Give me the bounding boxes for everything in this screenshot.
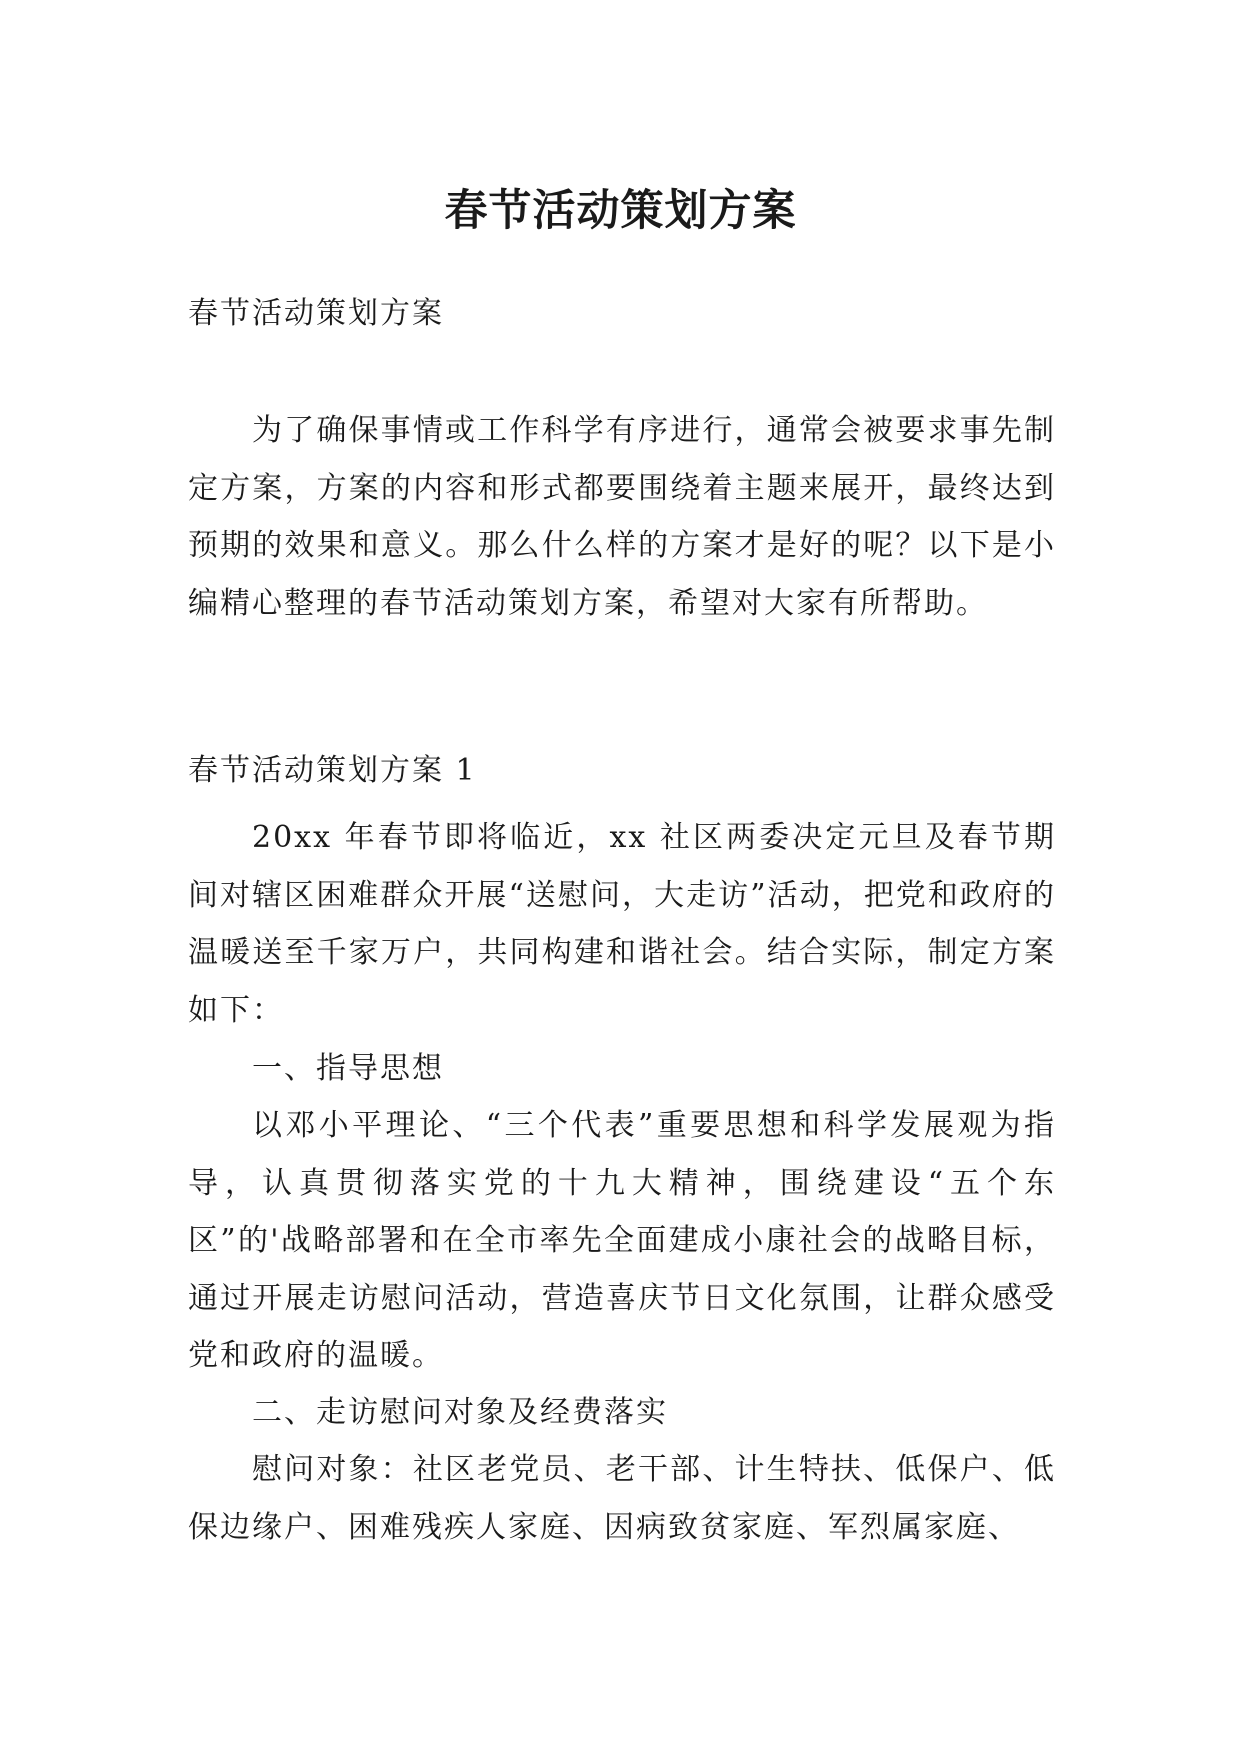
section-title: 春节活动策划方案 1: [188, 753, 477, 788]
intro-paragraph: 为了确保事情或工作科学有序进行，通常会被要求事先制定方案，方案的内容和形式都要围绕着主题来展开，最终达到预期的效果和意义。那么什么样的方案才是好的呢？以下是小编精心整理的春节活动策划方案，希望对大家有所帮助。: [188, 413, 1056, 621]
paragraph-guiding-ideology: 以邓小平理论、“三个代表”重要思想和科学发展观为指导，认真贯彻落实党的十九大精神，围绕建设“五个东区”的'战略部署和在全市率先全面建成小康社会的战略目标，通过开展走访慰问活动，营造喜庆节日文化氛围，让群众感受党和政府的温暖。: [188, 1108, 1056, 1374]
paragraph-visit-targets: 慰问对象：社区老党员、老干部、计生特扶、低保户、低保边缘户、困难残疾人家庭、因病致贫家庭、军烈属家庭、: [188, 1452, 1056, 1545]
document-title: 春节活动策划方案: [444, 185, 797, 236]
section-paragraph: 20xx 年春节即将临近，xx 社区两委决定元旦及春节期间对辖区困难群众开展“送慰问，大走访”活动，把党和政府的温暖送至千家万户，共同构建和谐社会。结合实际，制定方案如下：: [188, 820, 1056, 1028]
heading-guiding-ideology: 一、指导思想: [252, 1051, 444, 1086]
heading-visit-targets: 二、走访慰问对象及经费落实: [252, 1395, 668, 1430]
document-subtitle: 春节活动策划方案: [188, 296, 444, 331]
